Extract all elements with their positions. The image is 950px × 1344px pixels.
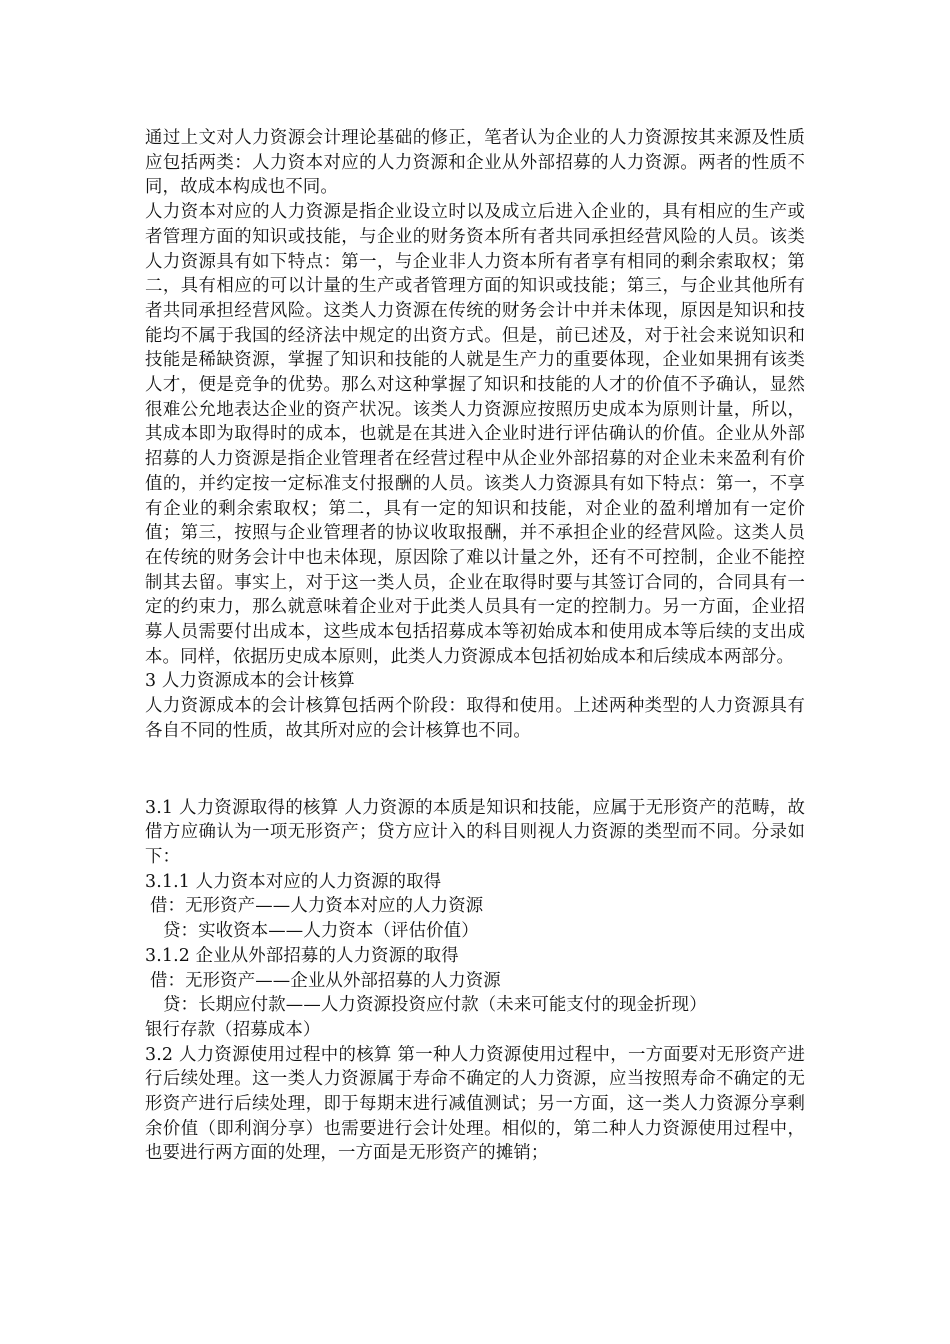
journal-entry-credit-2-bank: 银行存款（招募成本） — [145, 1019, 321, 1040]
paragraph-acquisition: 3.1 人力资源取得的核算 人力资源的本质是知识和技能，应属于无形资产的范畴，故借方应确认为一项无形资产；贷方应计入的科目则视人力资源的类型而不同。分录如下： — [145, 797, 805, 867]
section-heading-3: 3 人力资源成本的会计核算 — [145, 671, 355, 692]
paragraph-usage: 3.2 人力资源使用过程中的核算 第一种人力资源使用过程中，一方面要对无形资产进行后续处理。这一类人力资源属于寿命不确定的人力资源，应当按照寿命不确定的无形资产进行后续处理，即于每期末进行减值测试；另一方面，这一类人力资源分享剩余价值（即利润分享）也需要进行会计处理。相似的，第二种人力资源使用过程中，也要进行两方面的处理，一方面是无形资产的摊销； — [145, 1044, 805, 1164]
journal-entry-credit-2: 贷：长期应付款——人力资源投资应付款（未来可能支付的现金折现） — [163, 995, 707, 1016]
document-body — [145, 126, 805, 1166]
journal-entry-credit-1: 贷：实收资本——人力资本（评估价值） — [163, 921, 479, 942]
subsection-heading-3-1-2: 3.1.2 企业从外部招募的人力资源的取得 — [145, 945, 459, 966]
blank-space — [145, 744, 805, 796]
paragraph-intro: 通过上文对人力资源会计理论基础的修正，笔者认为企业的人力资源按其来源及性质应包括两类：人力资本对应的人力资源和企业从外部招募的人力资源。两者的性质不同，故成本构成也不同。 — [145, 128, 805, 198]
paragraph-accounting-stages: 人力资源成本的会计核算包括两个阶段：取得和使用。上述两种类型的人力资源具有各自不同的性质，故其所对应的会计核算也不同。 — [145, 696, 805, 741]
subsection-heading-3-1-1: 3.1.1 人力资本对应的人力资源的取得 — [145, 871, 442, 892]
journal-entry-debit-2: 借：无形资产——企业从外部招募的人力资源 — [150, 970, 501, 991]
paragraph-human-capital: 人力资本对应的人力资源是指企业设立时以及成立后进入企业的，具有相应的生产或者管理方面的知识或技能，与企业的财务资本所有者共同承担经营风险的人员。该类人力资源具有如下特点：第一，与企业非人力资本所有者享有相同的剩余索取权；第二，具有相应的可以计量的生产或者管理方面的知识或技能；第三，与企业其他所有者共同承担经营风险。这类人力资源在传统的财务会计中并未体现，原因是知识和技能均不属于我国的经济法中规定的出资方式。但是，前已述及，对于社会来说知识和技能是稀缺资源，掌握了知识和技能的人就是生产力的重要体现，企业如果拥有该类人才，便是竞争的优势。那么对这种掌握了知识和技能的人才的价值不予确认，显然很难公允地表达企业的资产状况。该类人力资源应按照历史成本为原则计量，所以，其成本即为取得时的成本，也就是在其进入企业时进行评估确认的价值。企业从外部招募的人力资源是指企业管理者在经营过程中从企业外部招募的对企业未来盈利有价值的，并约定按一定标准支付报酬的人员。该类人力资源具有如下特点：第一，不享有企业的剩余索取权；第二，具有一定的知识和技能，对企业的盈利增加有一定价值；第三，按照与企业管理者的协议收取报酬，并不承担企业的经营风险。这类人员在传统的财务会计中也未体现，原因除了难以计量之外，还有不可控制，企业不能控制其去留。事实上，对于这一类人员，企业在取得时要与其签订合同的，合同具有一定的约束力，那么就意味着企业对于此类人员具有一定的控制力。另一方面，企业招募人员需要付出成本，这些成本包括招募成本等初始成本和使用成本等后续的支出成本。同样，依据历史成本原则，此类人力资源成本包括初始成本和后续成本两部分。 — [145, 202, 805, 667]
journal-entry-debit-1: 借：无形资产——人力资本对应的人力资源 — [150, 896, 484, 917]
